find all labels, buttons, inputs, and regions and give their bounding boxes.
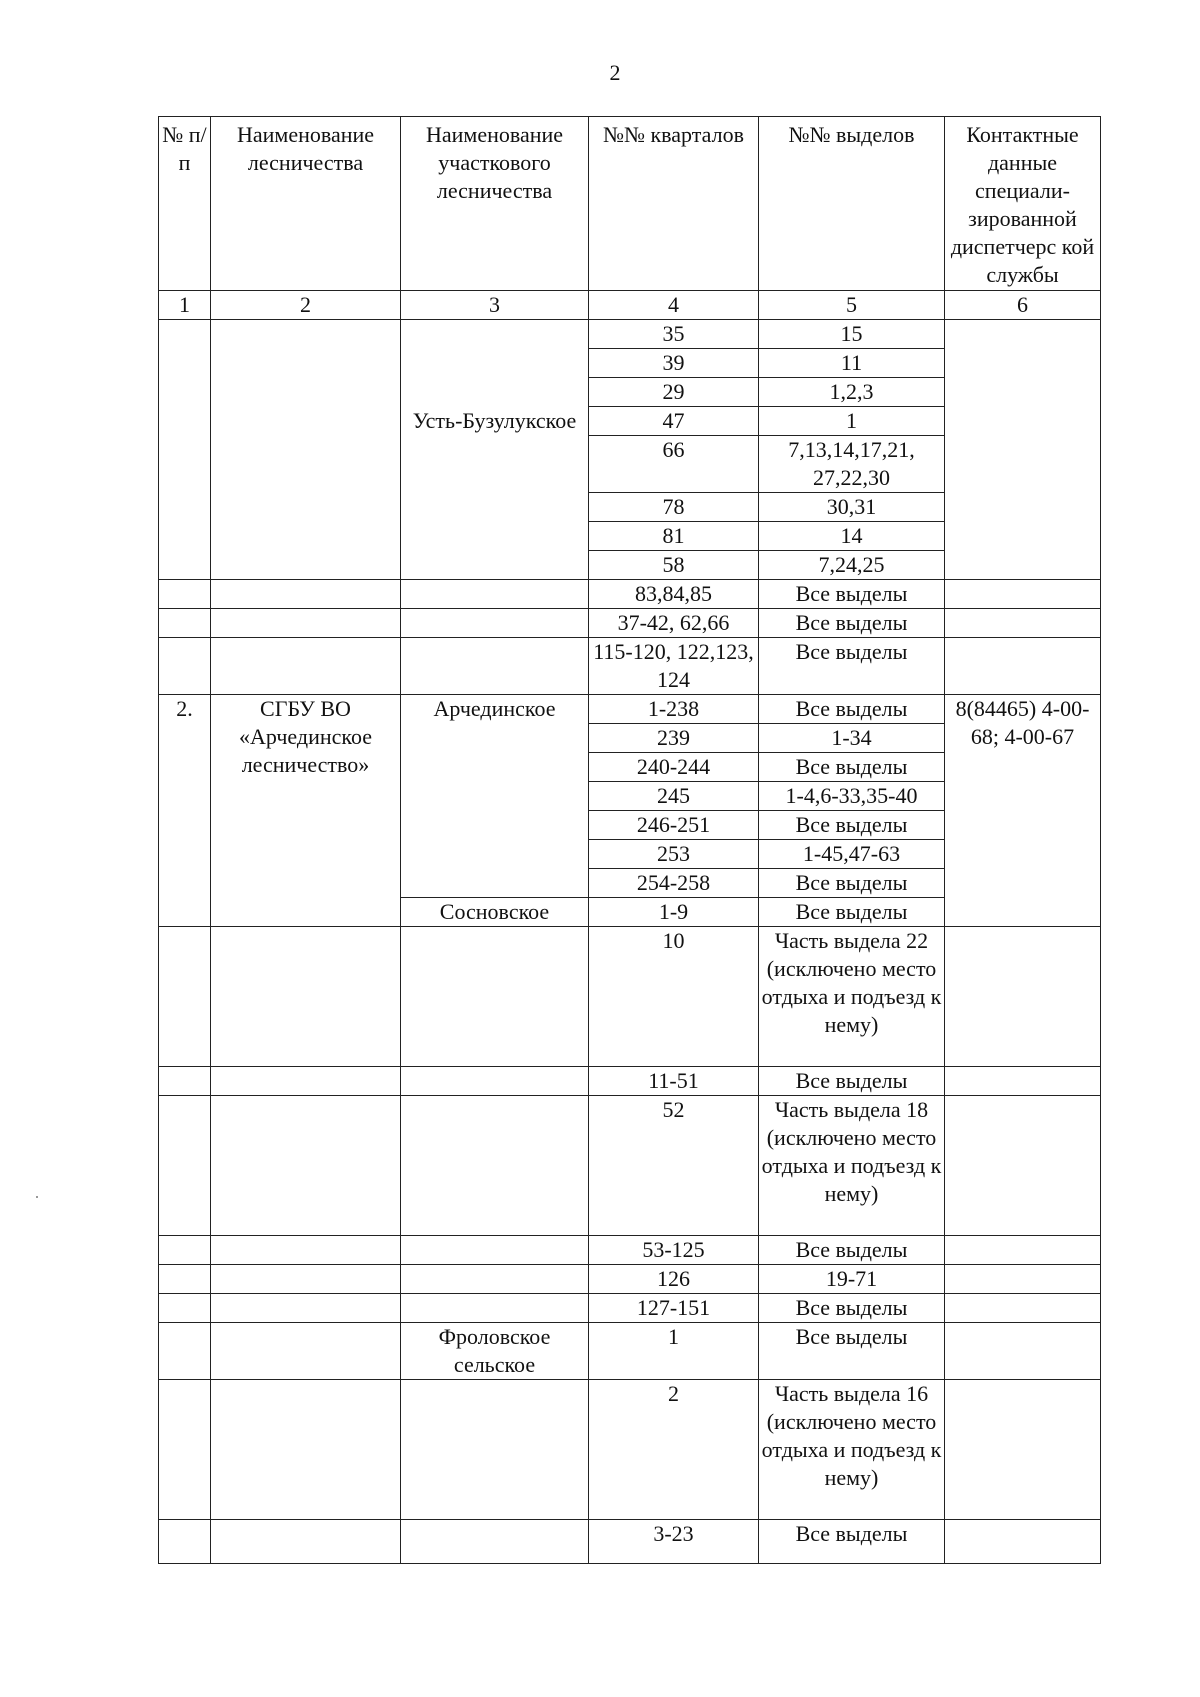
quarter-cell: 239 [589, 724, 759, 753]
empty-cell [211, 609, 401, 638]
empty-cell [211, 1294, 401, 1323]
quarter-cell: 29 [589, 378, 759, 407]
empty-cell [159, 1380, 211, 1520]
allotment-cell: 7,13,14,17,21, 27,22,30 [759, 436, 945, 493]
empty-cell [401, 609, 589, 638]
allotment-cell: Все выделы [759, 1236, 945, 1265]
district-forestry-name: Фроловское сельское [401, 1323, 589, 1380]
empty-cell [945, 1323, 1101, 1380]
empty-cell [211, 1380, 401, 1520]
district-forestry-name-text: Усть-Бузулукское [412, 408, 577, 433]
quarter-cell: 245 [589, 782, 759, 811]
page-number: 2 [609, 60, 621, 85]
empty-cell [401, 1294, 589, 1323]
quarter-cell: 58 [589, 551, 759, 580]
empty-cell [401, 1236, 589, 1265]
empty-cell [945, 1520, 1101, 1564]
table-row [159, 1096, 1101, 1236]
allotment-cell: Все выделы [759, 695, 945, 724]
quarter-cell: 127-151 [589, 1294, 759, 1323]
num-cell-empty [159, 320, 211, 580]
allotment-cell: 1,2,3 [759, 378, 945, 407]
table-row [159, 1520, 1101, 1564]
district-forestry-name: Сосновское [401, 898, 589, 927]
header-contacts: Контактные данные специали-зированной диспетчерс кой службы [945, 117, 1101, 291]
quarter-cell: 81 [589, 522, 759, 551]
empty-cell [401, 927, 589, 1067]
empty-cell [211, 1520, 401, 1564]
allotment-cell: 1-34 [759, 724, 945, 753]
empty-cell [211, 1323, 401, 1380]
allotment-cell: 30,31 [759, 493, 945, 522]
table-row [159, 580, 1101, 609]
empty-cell [159, 927, 211, 1067]
empty-cell [945, 609, 1101, 638]
column-number: 4 [589, 291, 759, 320]
quarter-cell: 66 [589, 436, 759, 493]
empty-cell [945, 1096, 1101, 1236]
quarter-cell: 53-125 [589, 1236, 759, 1265]
allotment-cell: 7,24,25 [759, 551, 945, 580]
quarter-cell: 240-244 [589, 753, 759, 782]
allotment-cell: Все выделы [759, 869, 945, 898]
empty-cell [401, 1520, 589, 1564]
forestry-name: СГБУ ВО «Арчединское лесничество» [211, 695, 401, 927]
column-number: 6 [945, 291, 1101, 320]
empty-cell [401, 1380, 589, 1520]
empty-cell [211, 1265, 401, 1294]
empty-cell [945, 1067, 1101, 1096]
column-number: 5 [759, 291, 945, 320]
column-number: 2 [211, 291, 401, 320]
contact-cell-empty [945, 320, 1101, 580]
empty-cell [945, 927, 1101, 1067]
table-row [159, 1236, 1101, 1265]
quarter-cell: 10 [589, 927, 759, 1067]
allotment-cell: Все выделы [759, 1323, 945, 1380]
allotment-cell: 11 [759, 349, 945, 378]
forestry-cell-empty [211, 320, 401, 580]
allotment-cell: Все выделы [759, 1520, 945, 1564]
empty-cell [401, 1096, 589, 1236]
table-row [159, 1380, 1101, 1520]
table-row [159, 609, 1101, 638]
contact-data: 8(84465) 4-00-68; 4-00-67 [945, 695, 1101, 927]
header-num: № п/п [159, 117, 211, 291]
allotment-cell: 1-45,47-63 [759, 840, 945, 869]
quarter-cell: 39 [589, 349, 759, 378]
scan-speck [36, 1196, 38, 1198]
empty-cell [211, 1236, 401, 1265]
row-number: 2. [159, 695, 211, 927]
quarter-cell: 3-23 [589, 1520, 759, 1564]
table-row [159, 638, 1101, 695]
empty-cell [159, 1294, 211, 1323]
empty-cell [159, 609, 211, 638]
empty-cell [401, 1265, 589, 1294]
empty-cell [159, 580, 211, 609]
empty-cell [159, 638, 211, 695]
quarter-cell: 246-251 [589, 811, 759, 840]
empty-cell [945, 1294, 1101, 1323]
quarter-cell: 35 [589, 320, 759, 349]
quarter-cell: 115-120, 122,123, 124 [589, 638, 759, 695]
quarter-cell: 47 [589, 407, 759, 436]
quarter-cell: 83,84,85 [589, 580, 759, 609]
empty-cell [211, 638, 401, 695]
allotment-cell: Все выделы [759, 753, 945, 782]
empty-cell [945, 580, 1101, 609]
column-number: 1 [159, 291, 211, 320]
empty-cell [945, 1236, 1101, 1265]
quarter-cell: 78 [589, 493, 759, 522]
empty-cell [159, 1236, 211, 1265]
quarter-cell: 11-51 [589, 1067, 759, 1096]
allotment-cell: 19-71 [759, 1265, 945, 1294]
table-row [159, 1067, 1101, 1096]
empty-cell [401, 638, 589, 695]
allotment-cell: Все выделы [759, 898, 945, 927]
allotment-cell: 15 [759, 320, 945, 349]
column-number-row [159, 291, 1101, 320]
quarter-cell: 1-238 [589, 695, 759, 724]
forestry-table [158, 116, 1101, 1564]
empty-cell [945, 1380, 1101, 1520]
table-row [159, 927, 1101, 1067]
table-row [159, 695, 1101, 724]
empty-cell [211, 580, 401, 609]
empty-cell [159, 1323, 211, 1380]
quarter-cell: 126 [589, 1265, 759, 1294]
allotment-cell: Все выделы [759, 638, 945, 695]
quarter-cell: 1 [589, 1323, 759, 1380]
allotment-cell: Все выделы [759, 609, 945, 638]
header-forestry: Наименование лесничества [211, 117, 401, 291]
empty-cell [401, 580, 589, 609]
empty-cell [211, 927, 401, 1067]
allotment-cell: Все выделы [759, 580, 945, 609]
header-row [159, 117, 1101, 291]
empty-cell [401, 1067, 589, 1096]
empty-cell [211, 1067, 401, 1096]
table-row [159, 1265, 1101, 1294]
empty-cell [211, 1096, 401, 1236]
header-quarters: №№ кварталов [589, 117, 759, 291]
quarter-cell: 253 [589, 840, 759, 869]
allotment-cell: Часть выдела 18 (исключено место отдыха и подъезд к нему) [759, 1096, 945, 1236]
empty-cell [159, 1265, 211, 1294]
empty-cell [945, 1265, 1101, 1294]
header-district-forestry: Наименование участкового лесничества [401, 117, 589, 291]
allotment-cell: Часть выдела 22 (исключено место отдыха и подъезд к нему) [759, 927, 945, 1067]
allotment-cell: 1-4,6-33,35-40 [759, 782, 945, 811]
quarter-cell: 37-42, 62,66 [589, 609, 759, 638]
district-forestry-name [401, 320, 589, 580]
allotment-cell: Все выделы [759, 1294, 945, 1323]
empty-cell [945, 638, 1101, 695]
district-forestry-name: Арчединское [401, 695, 589, 898]
empty-cell [159, 1520, 211, 1564]
table-row [159, 1323, 1101, 1380]
allotment-cell: Все выделы [759, 1067, 945, 1096]
allotment-cell: Часть выдела 16 (исключено место отдыха и подъезд к нему) [759, 1380, 945, 1520]
empty-cell [159, 1096, 211, 1236]
table-row [159, 1294, 1101, 1323]
allotment-cell: Все выделы [759, 811, 945, 840]
quarter-cell: 1-9 [589, 898, 759, 927]
allotment-cell: 14 [759, 522, 945, 551]
quarter-cell: 52 [589, 1096, 759, 1236]
quarter-cell: 254-258 [589, 869, 759, 898]
quarter-cell: 2 [589, 1380, 759, 1520]
column-number: 3 [401, 291, 589, 320]
header-allotments: №№ выделов [759, 117, 945, 291]
empty-cell [159, 1067, 211, 1096]
allotment-cell: 1 [759, 407, 945, 436]
table-row [159, 320, 1101, 349]
